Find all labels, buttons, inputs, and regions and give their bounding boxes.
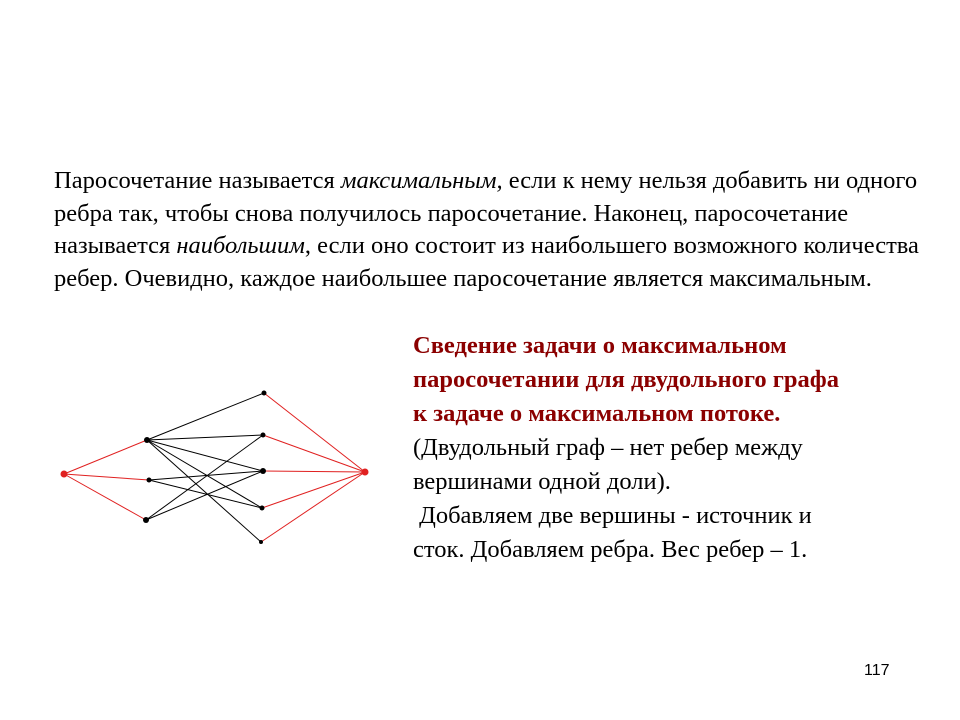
right-node-2 xyxy=(261,433,266,438)
reduction-heading xyxy=(413,329,953,431)
edge-bip-1 xyxy=(147,393,264,440)
heading-line-3: к задаче о максимальном потоке. xyxy=(413,400,781,427)
sink-node xyxy=(362,469,369,476)
definition-text-1: Паросочетание называется xyxy=(54,167,341,194)
term-maximal: максимальным, xyxy=(340,167,503,194)
right-node-1 xyxy=(262,391,267,396)
right-node-3 xyxy=(260,468,266,474)
left-node-1 xyxy=(144,437,150,443)
edge-right-4-sink xyxy=(262,472,365,508)
left-node-3 xyxy=(143,517,149,523)
edge-source-left-1 xyxy=(64,440,147,474)
body-line-1: (Двудольный граф – нет ребер между xyxy=(413,434,803,461)
bipartite-flow-graph xyxy=(44,362,389,560)
right-node-5 xyxy=(259,540,263,544)
right-node-4 xyxy=(260,506,265,511)
edge-source-left-3 xyxy=(64,474,146,520)
body-line-2: вершинами одной доли). xyxy=(413,468,671,495)
definition-text-3: , если оно состоит из наибольшего возможного количества ребер. Очевидно, каждое наибольшее паросочетание является максимальным. xyxy=(54,232,919,292)
edge-right-3-sink xyxy=(263,471,365,472)
reduction-text xyxy=(413,329,953,567)
edge-bip-2 xyxy=(147,435,263,440)
edge-right-2-sink xyxy=(263,435,365,472)
left-node-2 xyxy=(147,478,152,483)
edge-bip-4 xyxy=(147,440,262,508)
definition-paragraph xyxy=(54,165,934,295)
page-number: 117 xyxy=(864,662,890,679)
edge-right-5-sink xyxy=(261,472,365,542)
edge-right-1-sink xyxy=(264,393,365,472)
body-line-4: сток. Добавляем ребра. Вес ребер – 1. xyxy=(413,536,808,563)
heading-line-2: паросочетании для двудольного графа xyxy=(413,366,839,393)
edge-source-left-2 xyxy=(64,474,149,480)
definition-text-2: если к нему нельзя добавить ни одного ребра так, чтобы снова получилось паросочетание. Наконец, паросочетание называется xyxy=(54,167,918,259)
edge-bip-7 xyxy=(149,480,262,508)
edge-bip-9 xyxy=(146,435,263,520)
heading-line-1: Сведение задачи о максимальном xyxy=(413,332,787,359)
source-node xyxy=(61,471,68,478)
term-maximum: наибольшим xyxy=(176,232,305,259)
body-line-3: Добавляем две вершины - источник и xyxy=(413,502,812,529)
